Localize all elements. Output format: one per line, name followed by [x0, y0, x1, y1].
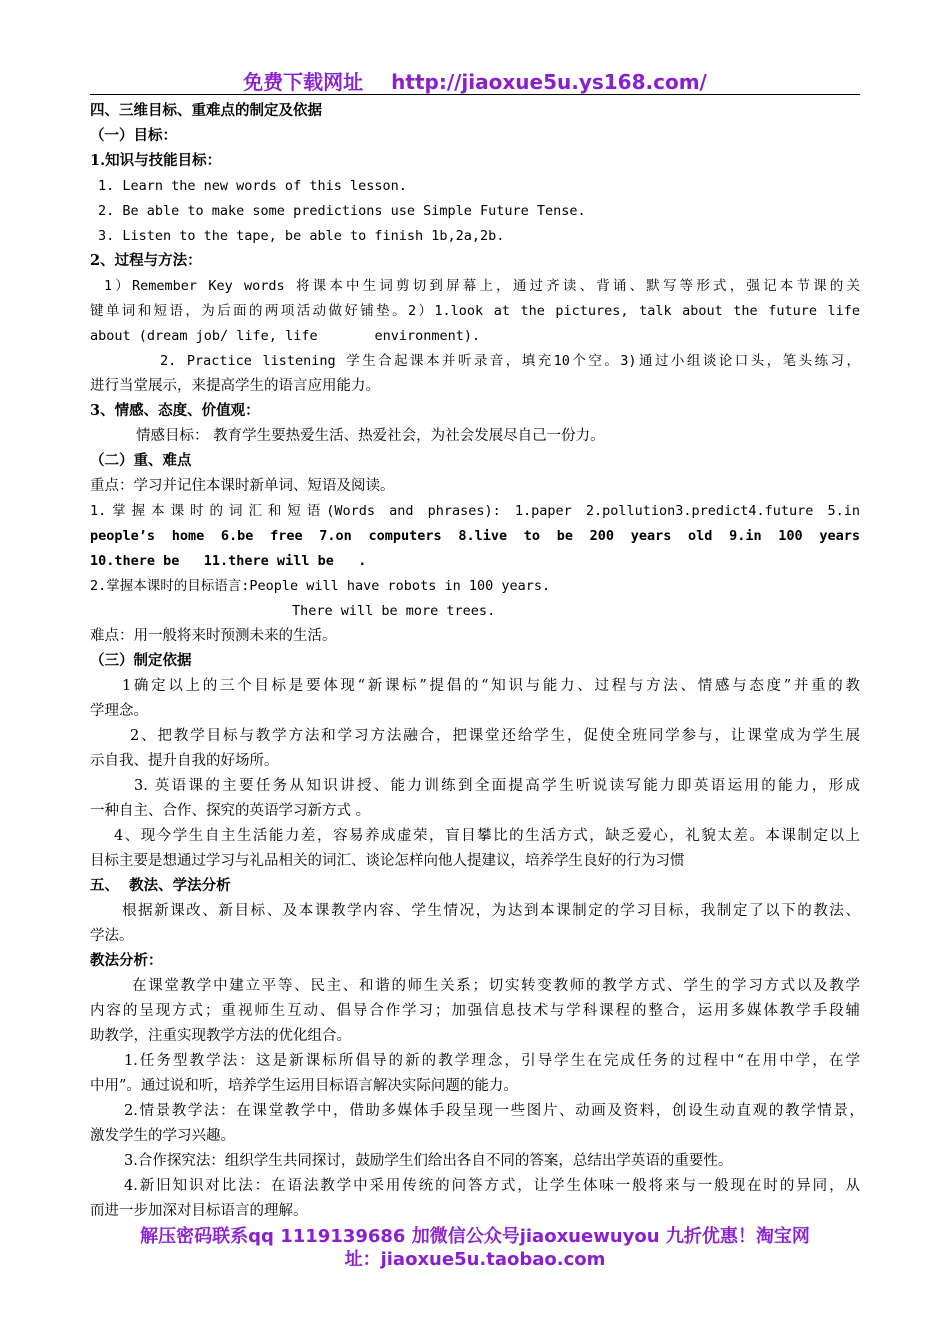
paragraph-line: 情感目标： 教育学生要热爱生活、热爱社会，为社会发展尽自己一份力。 — [136, 428, 605, 444]
paragraph-line: 1.任务型教学法：这是新课标所倡导的新的教学理念，引导学生在完成任务的过程中“在用中学，在学 — [124, 1053, 860, 1069]
paragraph-line: 助教学，注重实现教学方法的优化组合。 — [90, 1028, 351, 1044]
paragraph-line: 3.合作探究法：组织学生共同探讨，鼓励学生们给出各自不同的答案，总结出学英语的重要性。 — [124, 1153, 733, 1169]
footer-promo-line: 解压密码联系qq 1119139686 加微信公众号jiaoxuewuyou 九折优惠！淘宝网 — [140, 1226, 810, 1247]
section-heading: 五、 教法、学法分析 — [90, 877, 231, 894]
paragraph-line: 2.情景教学法：在课堂教学中，借助多媒体手段呈现一些图片、动画及资料，创设生动直观的教学情景， — [124, 1103, 864, 1119]
vocabulary-line: 10.there be 11.there will be . — [90, 553, 367, 569]
paragraph-line: 在课堂教学中建立平等、民主、和谐的师生关系；切实转变教师的教学方式、学生的学习方式以及教学 — [132, 978, 860, 994]
paragraph-line: 键单词和短语，为后面的两项活动做好铺垫。2）1.look at the pictures, talk about the future life — [90, 303, 860, 319]
paragraph-line: 一种自主、合作、探究的英语学习新方式 。 — [90, 803, 371, 819]
paragraph-line: 目标主要是想通过学习与礼品相关的词汇、谈论怎样向他人提建议，培养学生良好的行为习惯 — [90, 853, 685, 869]
paragraph-line: 学理念。 — [90, 703, 148, 719]
paragraph-line: 进行当堂展示，来提高学生的语言应用能力。 — [90, 378, 380, 394]
paragraph-line: 4、现今学生自主生活能力差，容易养成虚荣，盲目攀比的生活方式，缺乏爱心，礼貌太差。本课制定以上 — [114, 828, 860, 844]
paragraph-line: 1）Remember Key words 将课本中生词剪切到屏幕上，通过齐读、背诵、默写等形式，强记本节课的关 — [104, 278, 860, 294]
paragraph-line: 3. 英语课的主要任务从知识讲授、能力训练到全面提高学生听说读写能力即英语运用的能力，形成 — [134, 778, 860, 794]
header-url-link[interactable]: http://jiaoxue5u.ys168.com/ — [391, 70, 707, 94]
list-item: 2. Be able to make some predictions use Simple Future Tense. — [98, 203, 586, 219]
goal-heading: 1.知识与技能目标： — [90, 152, 222, 169]
paragraph-line: 学法。 — [90, 928, 134, 944]
method-heading: 教法分析： — [90, 952, 163, 969]
header-banner — [90, 66, 860, 96]
subsection-heading: （一）目标： — [90, 127, 177, 144]
header-rule — [90, 94, 860, 95]
paragraph-line: 1确定以上的三个目标是要体现“新课标”提倡的“知识与能力、过程与方法、情感与态度”并重的教 — [122, 678, 860, 694]
vocabulary-line: 1.掌握本课时的词汇和短语(Words and phrases): 1.paper 2.pollution3.predict4.future 5.in — [90, 503, 860, 519]
section-heading: 四、三维目标、重难点的制定及依据 — [90, 102, 322, 119]
paragraph-line: about (dream job/ life, life environment). — [90, 328, 481, 344]
header-site-label: 免费下载网址 — [243, 70, 364, 94]
paragraph-line: 4.新旧知识对比法：在语法教学中采用传统的问答方式，让学生体味一般将来与一般现在时的异同，从 — [124, 1178, 860, 1194]
target-language-line: There will be more trees. — [292, 603, 496, 619]
goal-heading: 3、情感、态度、价值观： — [90, 402, 260, 419]
goal-heading: 2、过程与方法： — [90, 252, 202, 269]
vocabulary-line: people’s home 6.be free 7.on computers 8.live to be 200 years old 9.in 100 years — [90, 528, 860, 544]
paragraph-line: 2. Practice listening 学生合起课本并听录音，填充10个空。3)通过小组谈论口头，笔头练习， — [160, 353, 860, 369]
list-item: 3. Listen to the tape, be able to finish 1b,2a,2b. — [98, 228, 505, 244]
list-item: 1. Learn the new words of this lesson. — [98, 178, 407, 194]
footer-taobao-link[interactable]: 址：jiaoxue5u.taobao.com — [344, 1249, 606, 1270]
subsection-heading: （三）制定依据 — [90, 652, 192, 669]
paragraph-line: 示自我、提升自我的好场所。 — [90, 753, 279, 769]
paragraph-line: 中用”。通过说和听，培养学生运用目标语言解决实际问题的能力。 — [90, 1078, 518, 1094]
paragraph-line: 2、把教学目标与教学方法和学习方法融合，把课堂还给学生，促使全班同学参与，让课堂成为学生展 — [130, 728, 860, 744]
difficulty-line: 难点：用一般将来时预测未来的生活。 — [90, 628, 337, 644]
paragraph-line: 内容的呈现方式；重视师生互动、倡导合作学习；加强信息技术与学科课程的整合，运用多媒体教学手段辅 — [90, 1003, 860, 1019]
paragraph-line: 激发学生的学习兴趣。 — [90, 1128, 235, 1144]
key-point-line: 重点：学习并记住本课时新单词、短语及阅读。 — [90, 478, 395, 494]
target-language-line: 2.掌握本课时的目标语言:People will have robots in 100 years. — [90, 578, 551, 594]
paragraph-line: 根据新课改、新目标、及本课教学内容、学生情况，为达到本课制定的学习目标，我制定了以下的教法、 — [122, 903, 860, 919]
paragraph-line: 而进一步加深对目标语言的理解。 — [90, 1203, 308, 1219]
subsection-heading: （二）重、难点 — [90, 452, 192, 469]
